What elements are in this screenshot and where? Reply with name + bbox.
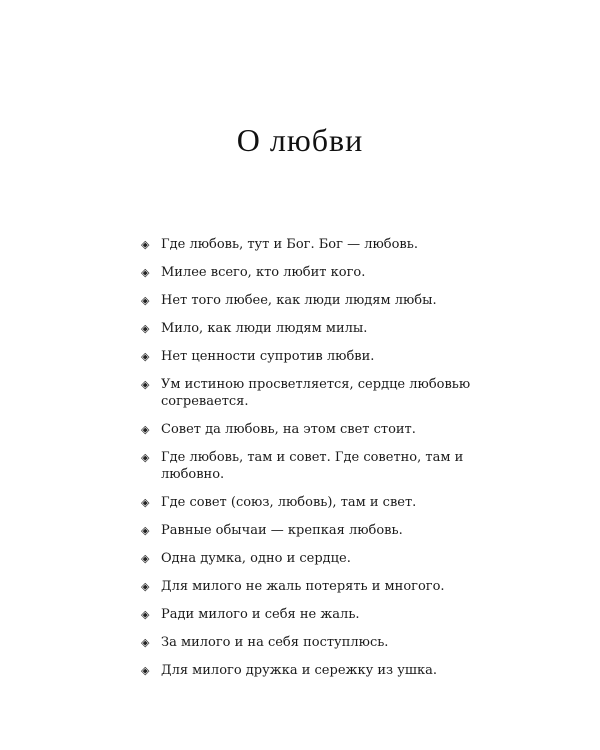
- diamond-bullet-icon: ◈: [141, 266, 150, 279]
- list-item: [141, 634, 471, 651]
- diamond-bullet-icon: ◈: [141, 350, 150, 363]
- diamond-bullet-icon: ◈: [141, 451, 150, 464]
- list-item: [141, 421, 471, 438]
- proverb-text: Равные обычаи — крепкая любовь.: [161, 523, 403, 538]
- page-title: О любви: [236, 122, 364, 158]
- proverb-list: [141, 236, 471, 690]
- diamond-bullet-icon: ◈: [141, 608, 150, 621]
- proverb-text: Ум истиною просветляется, сердце любовью согревается.: [161, 377, 471, 409]
- proverb-text: Нет того любее, как люди людям любы.: [161, 293, 437, 308]
- list-item: [141, 348, 471, 365]
- proverb-text: Где любовь, там и совет. Где советно, там и любовно.: [161, 450, 464, 482]
- proverb-text: Для милого не жаль потерять и многого.: [161, 579, 445, 594]
- list-item: [141, 494, 471, 511]
- diamond-bullet-icon: ◈: [141, 322, 150, 335]
- diamond-bullet-icon: ◈: [141, 580, 150, 593]
- proverb-text: Милее всего, кто любит кого.: [161, 265, 366, 280]
- proverb-text: Совет да любовь, на этом свет стоит.: [161, 422, 416, 437]
- list-item: [141, 320, 471, 337]
- proverb-text: Для милого дружка и сережку из ушка.: [161, 663, 438, 678]
- proverb-text: За милого и на себя поступлюсь.: [161, 635, 389, 650]
- proverb-text: Нет ценности супротив любви.: [161, 349, 375, 364]
- list-item: [141, 264, 471, 281]
- list-item: [141, 449, 471, 483]
- diamond-bullet-icon: ◈: [141, 524, 150, 537]
- proverb-text: Где любовь, тут и Бог. Бог — любовь.: [161, 237, 418, 252]
- diamond-bullet-icon: ◈: [141, 294, 150, 307]
- list-item: [141, 292, 471, 309]
- list-item: [141, 662, 471, 679]
- proverb-text: Мило, как люди людям милы.: [161, 321, 368, 336]
- list-item: [141, 376, 471, 410]
- diamond-bullet-icon: ◈: [141, 378, 150, 391]
- diamond-bullet-icon: ◈: [141, 496, 150, 509]
- list-item: [141, 606, 471, 623]
- proverb-text: Одна думка, одно и сердце.: [161, 551, 351, 566]
- diamond-bullet-icon: ◈: [141, 636, 150, 649]
- proverb-text: Где совет (союз, любовь), там и свет.: [161, 495, 417, 510]
- diamond-bullet-icon: ◈: [141, 552, 150, 565]
- diamond-bullet-icon: ◈: [141, 238, 150, 251]
- diamond-bullet-icon: ◈: [141, 423, 150, 436]
- list-item: [141, 550, 471, 567]
- diamond-bullet-icon: ◈: [141, 664, 150, 677]
- list-item: [141, 236, 471, 253]
- proverb-text: Ради милого и себя не жаль.: [161, 607, 360, 622]
- list-item: [141, 578, 471, 595]
- list-item: [141, 522, 471, 539]
